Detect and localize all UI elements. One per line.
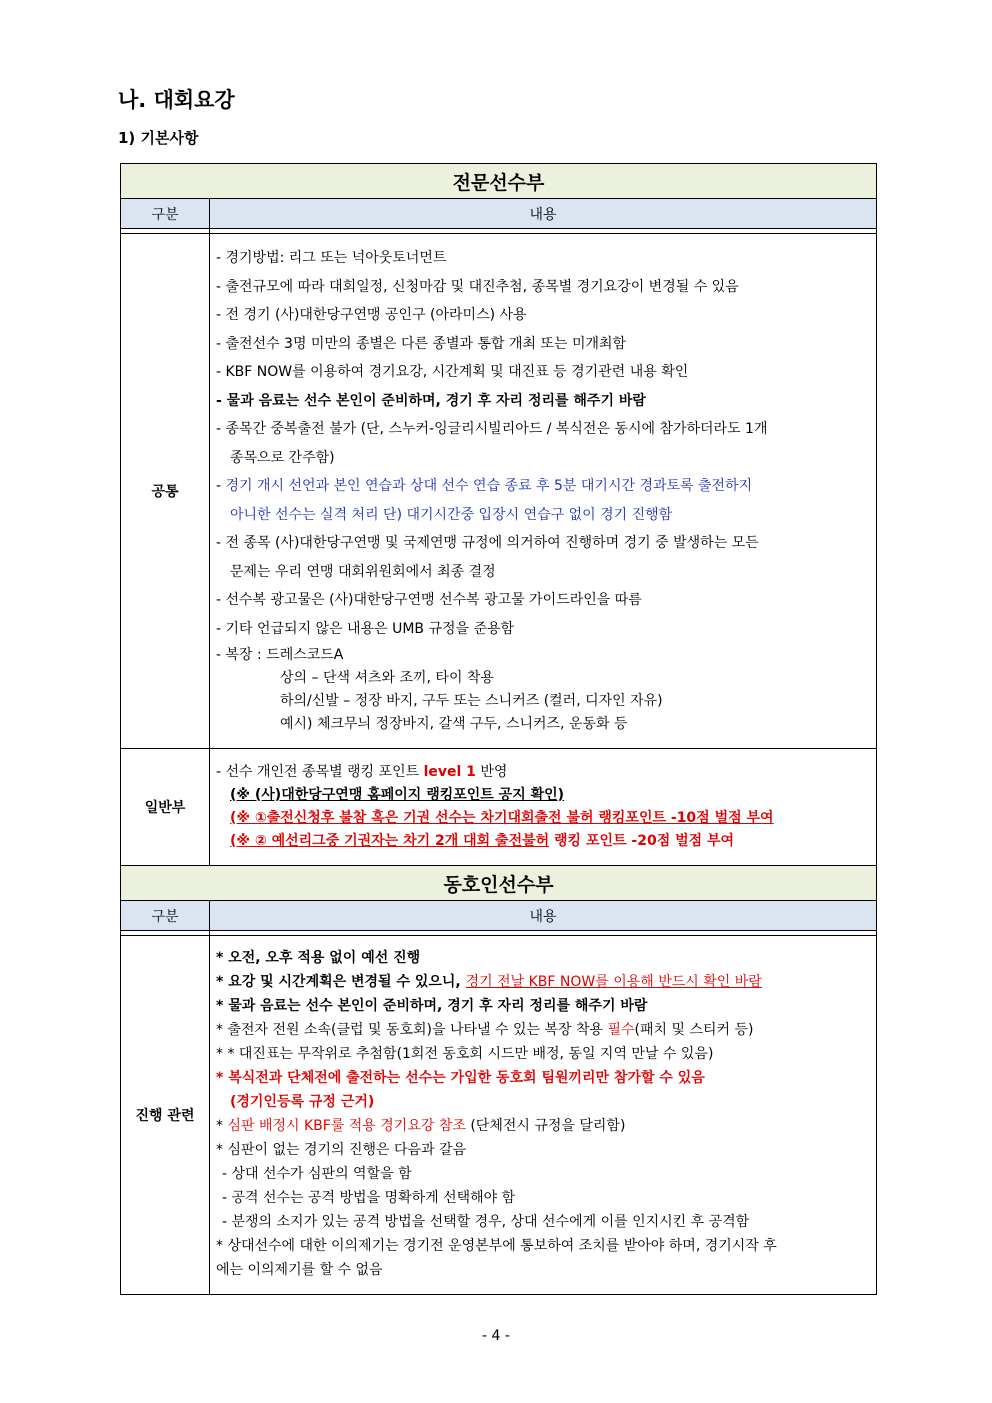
common-line-dash: - bbox=[216, 478, 226, 494]
common-line: - 출전규모에 따라 대회일정, 신청마감 및 대진추첨, 종목별 경기요강이 변경될 수 있음 bbox=[216, 278, 739, 295]
subsection-heading: 1) 기본사항 bbox=[118, 129, 199, 147]
progress-line: (단체전시 규정을 달리함) bbox=[465, 1118, 626, 1134]
amateur-division-title: 동호인선수부 bbox=[121, 866, 877, 901]
dress-code-line: - 복장 : 드레스코드A bbox=[216, 647, 344, 663]
section-heading: 나. 대회요강 bbox=[118, 88, 235, 112]
progress-line-red: * 복식전과 단체전에 출전하는 선수는 가입한 동호회 팀원끼리만 참가할 수 있음 bbox=[216, 1070, 705, 1086]
dress-code-item: 예시) 체크무늬 정장바지, 갈색 구두, 스니커즈, 운동화 등 bbox=[280, 716, 628, 732]
row-label-progress: 진행 관련 bbox=[121, 936, 210, 1295]
progress-line-red: 경기 전날 KBF NOW를 이용해 반드시 확인 바람 bbox=[465, 974, 762, 990]
common-line-bold: - 물과 음료는 선수 본인이 준비하며, 경기 후 자리 정리를 해주기 바람 bbox=[216, 392, 646, 409]
progress-line-red: 심판 배정시 KBF룰 적용 경기요강 참조 bbox=[227, 1118, 466, 1134]
common-line: - 출전선수 3명 미만의 종별은 다른 종별과 통합 개최 또는 미개최함 bbox=[216, 335, 627, 352]
ranking-notice: (※ (사)대한당구연맹 홈페이지 랭킹포인트 공지 확인) bbox=[230, 787, 565, 803]
progress-line: * 심판이 없는 경기의 진행은 다음과 갈음 bbox=[216, 1142, 467, 1158]
common-line: - 경기방법: 리그 또는 넉아웃토너먼트 bbox=[216, 250, 447, 266]
progress-line: 에는 이의제기를 할 수 없음 bbox=[216, 1262, 383, 1278]
progress-line: * 상대선수에 대한 이의제기는 경기전 운영본부에 통보하여 조치를 받아야 하며, 경기시작 후 bbox=[216, 1238, 777, 1254]
progress-sub-line: - 공격 선수는 공격 방법을 명확하게 선택해야 함 bbox=[222, 1190, 516, 1206]
common-line: - 전 경기 (사)대한당구연맹 공인구 (아라미스) 사용 bbox=[216, 307, 527, 323]
page-number: - 4 - bbox=[482, 1328, 510, 1344]
ranking-level: level 1 bbox=[423, 764, 476, 780]
progress-line-bold: * 요강 및 시간계획은 변경될 수 있으니, bbox=[216, 974, 466, 990]
row-common bbox=[121, 234, 877, 749]
penalty-notice-2a: (※ ② 예선리그중 기권자는 차기 2개 대회 출전불허 bbox=[230, 833, 550, 849]
ranking-text: - 선수 개인전 종목별 랭킹 포인트 bbox=[216, 764, 424, 780]
row-general bbox=[121, 749, 877, 866]
progress-line-bold: * 물과 음료는 선수 본인이 준비하며, 경기 후 자리 정리를 해주기 바람 bbox=[216, 998, 648, 1014]
common-content bbox=[210, 234, 877, 749]
penalty-notice-2b: 랭킹 포인트 -20점 벌점 부여 bbox=[549, 833, 735, 849]
pro-division-table bbox=[120, 163, 877, 1295]
common-line-blue: 경기 개시 선언과 본인 연습과 상대 선수 연습 종료 후 5분 대기시간 경과토록 출전하지 bbox=[225, 478, 753, 494]
penalty-notice-1: (※ ①출전신청후 불참 혹은 기권 선수는 차기대회출전 불허 랭킹포인트 -10점 벌점 부여 bbox=[230, 810, 774, 826]
ranking-text-end: 반영 bbox=[475, 764, 508, 780]
common-line: 종목으로 간주함) bbox=[230, 449, 335, 466]
row-progress bbox=[121, 936, 877, 1295]
dress-code-item: 상의 – 단색 셔츠와 조끼, 타이 착용 bbox=[280, 670, 494, 686]
row-label-general: 일반부 bbox=[121, 749, 210, 866]
progress-line-red: (경기인등록 규정 근거) bbox=[230, 1094, 375, 1110]
col-header-content: 내용 bbox=[210, 199, 877, 229]
common-line: - 종목간 중복출전 불가 (단, 스누커-잉글리시빌리아드 / 복식전은 동시에 참가하더라도 1개 bbox=[216, 421, 768, 437]
dress-code-item: 하의/신발 – 정장 바지, 구두 또는 스니커즈 (컬러, 디자인 자유) bbox=[280, 693, 663, 709]
progress-line: * bbox=[216, 1118, 228, 1134]
progress-sub-line: - 상대 선수가 심판의 역할을 함 bbox=[222, 1166, 412, 1182]
progress-line: * * 대진표는 무작위로 추첨함(1회전 동호회 시드만 배정, 동일 지역 만날 수 있음) bbox=[216, 1046, 714, 1062]
common-line: - 선수복 광고물은 (사)대한당구연맹 선수복 광고물 가이드라인을 따름 bbox=[216, 592, 642, 608]
col-header-category: 구분 bbox=[121, 901, 210, 931]
common-line: - 전 종목 (사)대한당구연맹 및 국제연맹 규정에 의거하여 진행하며 경기 중 발생하는 모든 bbox=[216, 535, 759, 551]
progress-line-bold: * 오전, 오후 적용 없이 예선 진행 bbox=[216, 950, 421, 966]
progress-line: * 출전자 전원 소속(클럽 및 동호회)을 나타낼 수 있는 복장 착용 bbox=[216, 1022, 608, 1038]
pro-division-title: 전문선수부 bbox=[121, 164, 877, 199]
common-line: - KBF NOW를 이용하여 경기요강, 시간계획 및 대진표 등 경기관련 내용 확인 bbox=[216, 364, 689, 380]
progress-line: (패치 및 스티커 등) bbox=[634, 1022, 754, 1038]
col-header-category: 구분 bbox=[121, 199, 210, 229]
common-line: - 기타 언급되지 않은 내용은 UMB 규정을 준용함 bbox=[216, 620, 515, 637]
row-label-common: 공통 bbox=[121, 234, 210, 749]
common-line-blue: 아니한 선수는 실격 처리 단) 대기시간중 입장시 연습구 없이 경기 진행함 bbox=[230, 506, 673, 523]
common-line: 문제는 우리 연맹 대회위원회에서 최종 결정 bbox=[230, 563, 496, 580]
progress-required: 필수 bbox=[607, 1022, 635, 1038]
progress-content bbox=[210, 936, 877, 1295]
progress-sub-line: - 분쟁의 소지가 있는 공격 방법을 선택할 경우, 상대 선수에게 이를 인지시킨 후 공격함 bbox=[222, 1214, 750, 1230]
col-header-content: 내용 bbox=[210, 901, 877, 931]
general-content bbox=[210, 749, 877, 866]
